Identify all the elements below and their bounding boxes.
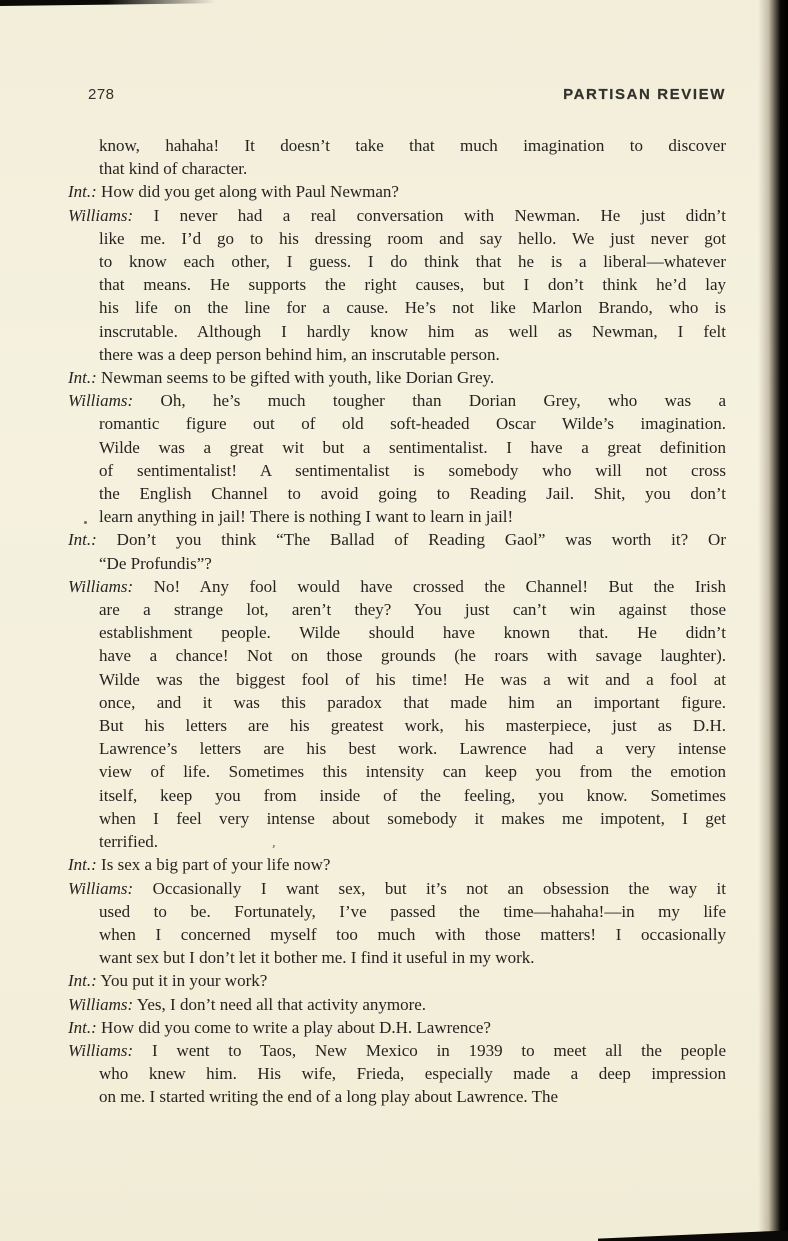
speaker-label: Int.:	[68, 182, 97, 202]
dialogue-line: have a chance! Not on those grounds (he roars with savage laughter).	[99, 646, 726, 666]
dialogue-line: inscrutable. Although I hardly know him as well as Newman, I felt	[99, 321, 726, 341]
dialogue-line: Williams: I never had a real conversation with Newman. He just didn’t	[68, 205, 726, 225]
dialogue-line: that means. He supports the right causes, but I don’t think he’d lay	[99, 275, 726, 295]
dialogue-line: itself, keep you from inside of the feeling, you know. Sometimes	[99, 785, 726, 805]
dialogue-line: terrified.	[99, 832, 158, 852]
dialogue-line: Wilde was the biggest fool of his time! He was a wit and a fool at	[99, 669, 726, 689]
dialogue-line: who knew him. His wife, Frieda, especially made a deep impression	[99, 1064, 726, 1084]
scan-speck-dot	[84, 521, 87, 524]
page-number: 278	[88, 86, 115, 103]
dialogue-line: when I feel very intense about somebody it makes me impotent, I get	[99, 808, 726, 828]
dialogue-line: Int.: How did you get along with Paul Newman?	[68, 182, 399, 202]
speaker-label: Williams:	[68, 878, 134, 898]
speaker-label: Int.:	[68, 855, 97, 875]
scan-edge-artifact-top	[0, 0, 215, 6]
dialogue-line: Williams: Yes, I don’t need all that activity anymore.	[68, 994, 427, 1014]
dialogue-line: “De Profundis”?	[99, 553, 212, 573]
dialogue-line: Int.: Don’t you think “The Ballad of Reading Gaol” was worth it? Or	[68, 530, 726, 550]
dialogue-line: like me. I’d go to his dressing room and say hello. We just never got	[99, 228, 726, 248]
scan-speck-mark: ’	[269, 841, 277, 857]
speaker-label: Williams:	[68, 1040, 134, 1060]
dialogue-line: that kind of character.	[99, 159, 248, 179]
speaker-label: Williams:	[68, 994, 134, 1014]
dialogue-line: used to be. Fortunately, I’ve passed the time—hahaha!—in my life	[99, 901, 726, 921]
dialogue-line: Wilde was a great wit but a sentimentalist. I have a great definition	[99, 437, 726, 457]
scan-edge-artifact-right	[758, 0, 788, 1241]
dialogue-line: once, and it was this paradox that made him an important figure.	[99, 692, 726, 712]
journal-title: PARTISAN REVIEW	[563, 86, 726, 103]
dialogue-line: Williams: Oh, he’s much tougher than Dorian Grey, who was a	[68, 391, 726, 411]
dialogue-line: when I concerned myself too much with those matters! I occasionally	[99, 924, 726, 944]
dialogue-line: the English Channel to avoid going to Reading Jail. Shit, you don’t	[99, 484, 726, 504]
page-header	[88, 86, 726, 103]
speaker-label: Williams:	[68, 391, 134, 411]
dialogue-line: of sentimentalist! A sentimentalist is somebody who will not cross	[99, 460, 726, 480]
dialogue-line: to know each other, I guess. I do think that he is a liberal—whatever	[99, 252, 726, 272]
dialogue-line: Williams: I went to Taos, New Mexico in 1939 to meet all the people	[68, 1040, 726, 1060]
dialogue-line: learn anything in jail! There is nothing I want to learn in jail!	[99, 507, 514, 527]
dialogue-body	[68, 134, 726, 1109]
dialogue-line: there was a deep person behind him, an inscrutable person.	[99, 344, 500, 364]
dialogue-line: establishment people. Wilde should have known that. He didn’t	[99, 623, 726, 643]
dialogue-line: want sex but I don’t let it bother me. I find it useful in my work.	[99, 948, 535, 968]
dialogue-line: romantic figure out of old soft-headed Oscar Wilde’s imagination.	[99, 414, 726, 434]
dialogue-line: Int.: Newman seems to be gifted with youth, like Dorian Grey.	[68, 368, 495, 388]
speaker-label: Int.:	[68, 368, 97, 388]
dialogue-line: are a strange lot, aren’t they? You just can’t win against those	[99, 600, 726, 620]
dialogue-line: Int.: You put it in your work?	[68, 971, 268, 991]
dialogue-line: But his letters are his greatest work, his masterpiece, just as D.H.	[99, 716, 726, 736]
speaker-label: Williams:	[68, 205, 134, 225]
dialogue-line: Int.: Is sex a big part of your life now?	[68, 855, 331, 875]
dialogue-line: view of life. Sometimes this intensity can keep you from the emotion	[99, 762, 726, 782]
speaker-label: Williams:	[68, 576, 134, 596]
dialogue-line: Williams: No! Any fool would have crossed the Channel! But the Irish	[68, 576, 726, 596]
speaker-label: Int.:	[68, 530, 97, 550]
dialogue-line: his life on the line for a cause. He’s not like Marlon Brando, who is	[99, 298, 726, 318]
speaker-label: Int.:	[68, 971, 97, 991]
dialogue-line: Int.: How did you come to write a play about D.H. Lawrence?	[68, 1017, 491, 1037]
dialogue-line: on me. I started writing the end of a long play about Lawrence. The	[99, 1087, 559, 1107]
dialogue-line: Lawrence’s letters are his best work. Lawrence had a very intense	[99, 739, 726, 759]
speaker-label: Int.:	[68, 1017, 97, 1037]
dialogue-line: know, hahaha! It doesn’t take that much imagination to discover	[99, 136, 726, 155]
dialogue-line: Williams: Occasionally I want sex, but it’s not an obsession the way it	[68, 878, 726, 898]
